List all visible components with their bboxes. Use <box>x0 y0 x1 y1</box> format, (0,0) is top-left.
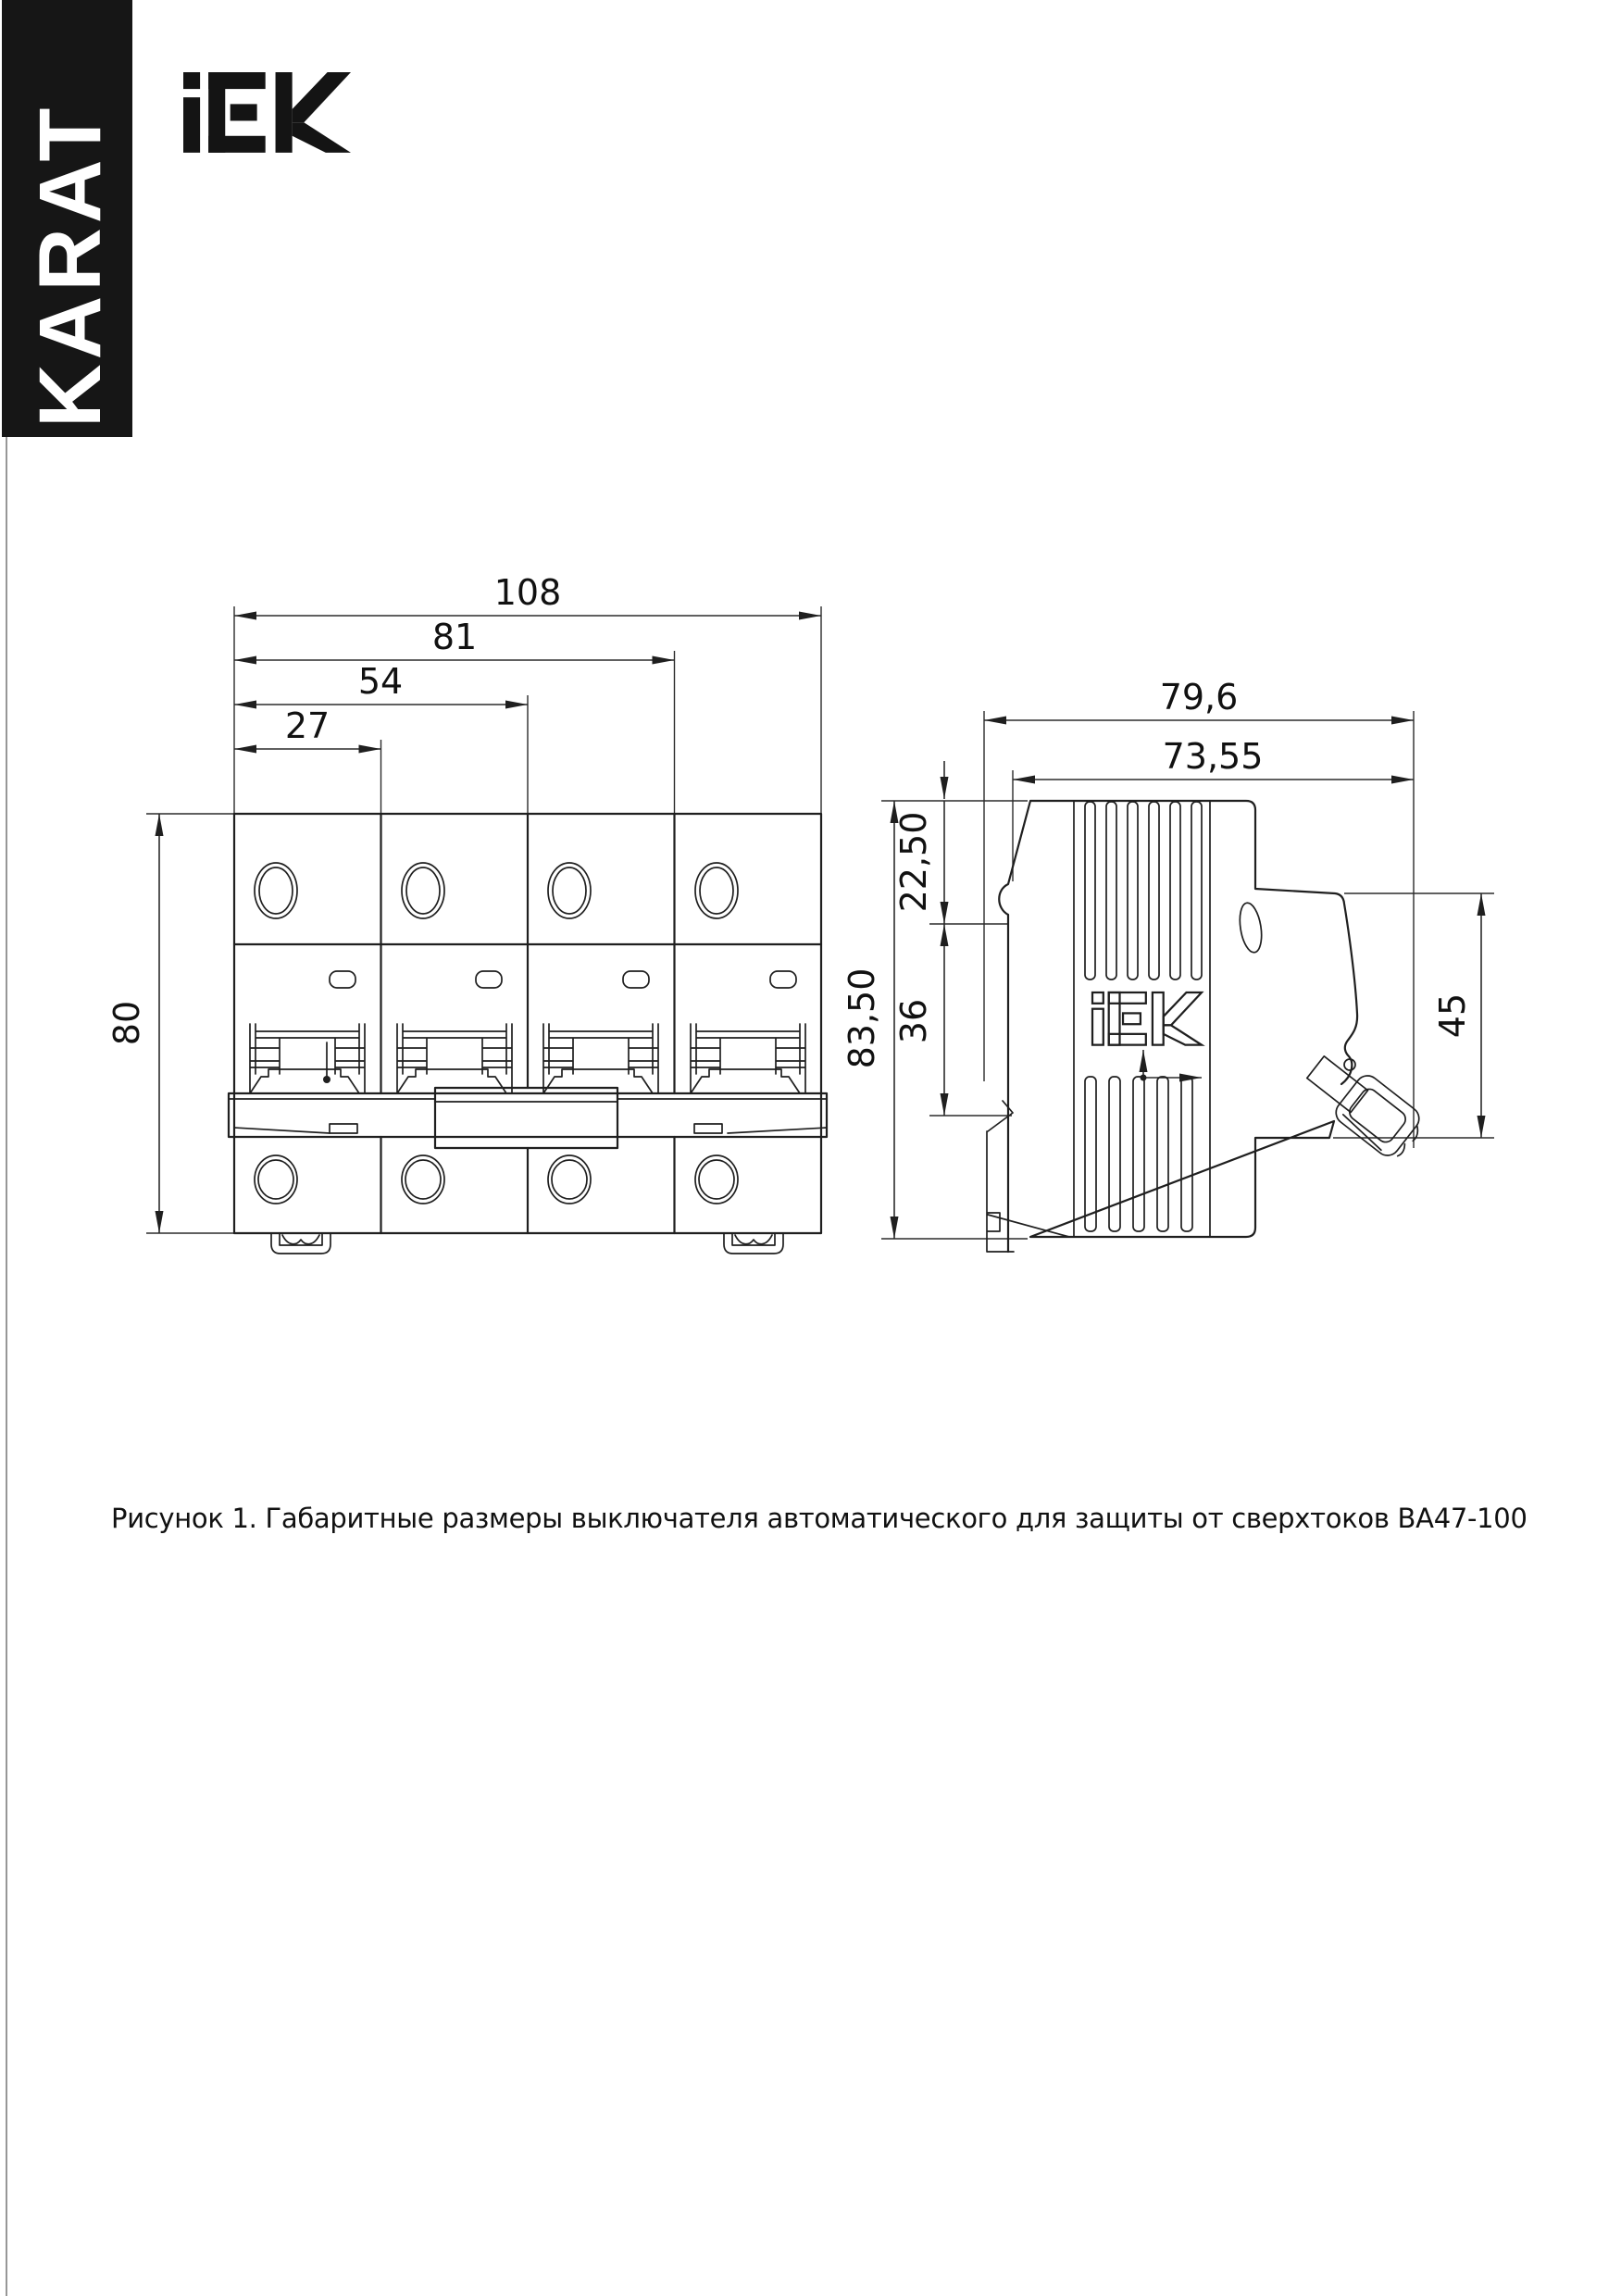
dim-side-total-height <box>842 801 1028 1239</box>
top-terminal-holes <box>255 863 738 918</box>
dim-label-83-50: 83,50 <box>842 967 882 1069</box>
dim-label-73-55: 73,55 <box>1162 736 1264 777</box>
karat-banner <box>2 0 132 437</box>
side-body-outline <box>999 801 1357 1252</box>
crossbar-clip-right <box>694 1124 722 1133</box>
dim-label-81: 81 <box>431 617 478 657</box>
figure-caption: Рисунок 1. Габаритные размеры выключателя автоматического для защиты от сверхтоков ВА47-100 <box>111 1503 1527 1534</box>
dim-side-total-depth <box>984 677 1414 720</box>
dim-label-80: 80 <box>106 1000 147 1046</box>
crossbar-clip-left <box>330 1124 357 1133</box>
bottom-terminal-holes <box>255 1155 738 1204</box>
dim-label-36: 36 <box>893 998 934 1044</box>
din-rail-clips <box>271 1233 783 1254</box>
front-view <box>106 572 827 1254</box>
dim-label-22-50: 22,50 <box>893 811 934 913</box>
upper-vent-slots <box>1085 802 1202 980</box>
dim-front-two-modules <box>234 661 528 705</box>
side-view <box>842 677 1494 1252</box>
dim-label-45: 45 <box>1432 992 1473 1039</box>
dim-side-top-section <box>893 761 1009 924</box>
thumb-slot <box>1237 902 1265 955</box>
lower-vent-slots <box>1085 1077 1192 1231</box>
din-rail-rear <box>987 1101 1069 1252</box>
karat-brand-label: KARAT <box>21 103 119 428</box>
internal-leader-arrows <box>1141 1050 1203 1081</box>
module-separators <box>381 814 675 1233</box>
dim-side-middle-section <box>893 924 1012 1116</box>
dim-label-79-6: 79,6 <box>1159 677 1239 718</box>
side-panel-edges <box>1074 801 1210 1237</box>
toggle-pivot-hole <box>1344 1059 1355 1070</box>
dim-side-body-depth <box>1013 736 1414 780</box>
dim-front-one-module <box>234 705 381 749</box>
central-handle-block <box>435 1088 617 1148</box>
dim-label-108: 108 <box>493 572 562 613</box>
dim-front-three-modules <box>234 617 675 660</box>
iek-side-logo <box>1092 992 1202 1045</box>
toggle-indicator-dot <box>323 1076 330 1083</box>
iek-logo-glyphs <box>183 72 351 153</box>
side-toggle-lever <box>1299 1045 1429 1165</box>
interlock-crossbar <box>229 1093 827 1137</box>
front-oval-slots <box>330 971 796 988</box>
dim-label-54: 54 <box>357 661 404 702</box>
dim-front-total-width <box>234 572 821 616</box>
dim-label-27: 27 <box>284 705 330 746</box>
iek-logo <box>183 72 351 153</box>
dim-front-height <box>106 814 234 1233</box>
